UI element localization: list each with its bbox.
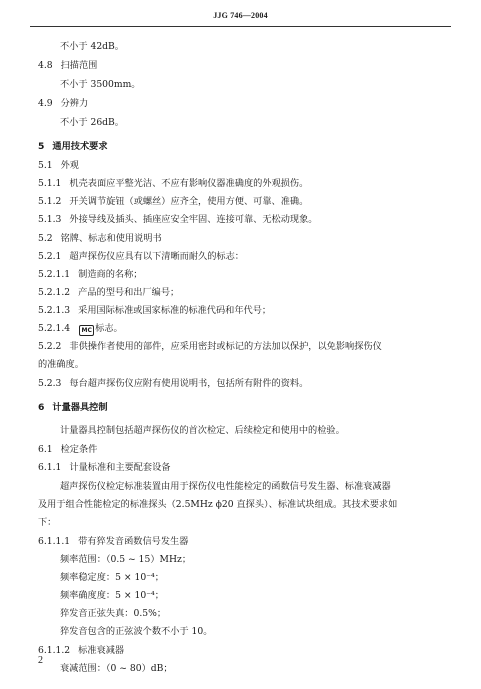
line-text: 频率范围：（0.5 ~ 15）MHz； bbox=[60, 554, 192, 565]
line-text: 外接导线及插头、插座应安全牢固、连接可靠、无松动现象。 bbox=[69, 214, 318, 225]
text-line bbox=[38, 178, 308, 190]
text-line bbox=[60, 425, 345, 437]
section-number: 5.1.3 bbox=[38, 214, 62, 225]
text-line bbox=[60, 79, 140, 91]
text-line bbox=[38, 233, 162, 245]
line-text: 计量标准和主要配套设备 bbox=[69, 462, 171, 473]
text-line bbox=[60, 572, 164, 584]
line-text: 通用技术要求 bbox=[52, 141, 108, 152]
text-line bbox=[38, 196, 308, 208]
text-line bbox=[38, 214, 317, 226]
text-line bbox=[38, 402, 108, 414]
text-line bbox=[38, 645, 124, 657]
text-line bbox=[38, 160, 79, 172]
section-number: 6.1 bbox=[38, 444, 53, 455]
text-line bbox=[38, 287, 179, 299]
text-line bbox=[60, 590, 164, 602]
text-line bbox=[60, 41, 124, 53]
text-line bbox=[38, 141, 108, 153]
text-line bbox=[38, 499, 397, 511]
section-number: 4.9 bbox=[38, 98, 53, 109]
line-text: 标准衰减器 bbox=[78, 645, 125, 656]
line-text: 带有猝发音函数信号发生器 bbox=[78, 536, 189, 547]
section-number: 5.2.1.4 bbox=[38, 323, 71, 334]
section-number: 5 bbox=[38, 141, 45, 152]
line-text: 检定条件 bbox=[60, 444, 98, 455]
section-number: 6.1.1.1 bbox=[38, 536, 71, 547]
section-number: 5.2.1.2 bbox=[38, 287, 71, 298]
line-text: 计量器具控制包括超声探伤仪的首次检定、后续检定和使用中的检验。 bbox=[60, 425, 345, 436]
line-text: 采用国际标准或国家标准的标准代码和年代号； bbox=[78, 305, 272, 316]
text-line bbox=[60, 117, 124, 129]
section-number: 5.1.2 bbox=[38, 196, 62, 207]
line-text: 下： bbox=[38, 517, 57, 528]
line-text: 频率确度度：5 × 10⁻⁴； bbox=[60, 590, 164, 601]
text-line bbox=[60, 663, 173, 675]
section-number: 5.2.2 bbox=[38, 341, 62, 352]
line-text: 不小于 42dB。 bbox=[60, 41, 124, 52]
line-text: 及用于组合性能检定的标准探头（2.5MHz ϕ20 直探头）、标准试块组成。其技术要求如 bbox=[38, 499, 398, 510]
line-text: 产品的型号和出厂编号； bbox=[78, 287, 180, 298]
text-line bbox=[38, 251, 244, 263]
line-text: 开关调节旋钮（或螺丝）应齐全，使用方便、可靠、准确。 bbox=[69, 196, 309, 207]
section-number: 5.2.1.3 bbox=[38, 305, 71, 316]
line-text: 计量器具控制 bbox=[52, 402, 108, 413]
section-number: 5.2.1 bbox=[38, 251, 62, 262]
line-text: 衰减范围：（0 ~ 80）dB； bbox=[60, 663, 173, 674]
page-number: 2 bbox=[38, 655, 43, 666]
section-number: 5.2.1.1 bbox=[38, 269, 71, 280]
section-number: 5.1.1 bbox=[38, 178, 62, 189]
text-line bbox=[38, 517, 56, 529]
text-line bbox=[60, 626, 212, 638]
line-text: 不小于 26dB。 bbox=[60, 117, 124, 128]
text-line bbox=[38, 536, 188, 548]
line-text: 超声探伤仪检定标准装置由用于探伤仪电性能检定的函数信号发生器、标准衰减器 bbox=[60, 481, 391, 492]
text-line bbox=[38, 359, 84, 371]
section-number: 6 bbox=[38, 402, 45, 413]
line-text: 非供操作者使用的部件，应采用密封或标记的方法加以保护，以免影响探伤仪 bbox=[69, 341, 382, 352]
line-text: 猝发音包含的正弦波个数不小于 10。 bbox=[60, 626, 213, 637]
text-line bbox=[60, 554, 191, 566]
mc-mark-icon: MC bbox=[79, 325, 94, 336]
header-rule bbox=[30, 26, 451, 27]
section-number: 5.2.3 bbox=[38, 378, 62, 389]
section-number: 4.8 bbox=[38, 60, 53, 71]
text-line bbox=[38, 60, 97, 72]
text-line bbox=[38, 462, 170, 474]
section-number: 5.1 bbox=[38, 160, 53, 171]
running-header: JJG 746—2004 bbox=[213, 11, 268, 20]
line-text: 铭牌、标志和使用说明书 bbox=[60, 233, 162, 244]
line-text: 频率稳定度：5 × 10⁻⁴； bbox=[60, 572, 164, 583]
text-line bbox=[60, 608, 166, 620]
line-text: 猝发音正弦失真：0.5%； bbox=[60, 608, 167, 619]
text-line bbox=[60, 481, 391, 493]
text-line bbox=[38, 305, 271, 317]
line-text: 超声探伤仪应具有以下清晰而耐久的标志： bbox=[69, 251, 244, 262]
line-text: 制造商的名称； bbox=[78, 269, 143, 280]
text-line bbox=[38, 378, 308, 390]
text-line bbox=[38, 444, 97, 456]
line-text: 外观 bbox=[60, 160, 79, 171]
line-text: 扫描范围 bbox=[60, 60, 98, 71]
text-line bbox=[38, 323, 123, 336]
line-text: 分辨力 bbox=[60, 98, 89, 109]
line-text: 机壳表面应平整光洁、不应有影响仪器准确度的外观损伤。 bbox=[69, 178, 309, 189]
section-number: 6.1.1.2 bbox=[38, 645, 71, 656]
line-text: 不小于 3500mm。 bbox=[60, 79, 141, 90]
line-text: 的准确度。 bbox=[38, 359, 84, 370]
line-text: 每台超声探伤仪应附有使用说明书，包括所有附件的资料。 bbox=[69, 378, 309, 389]
text-line bbox=[38, 269, 142, 281]
section-number: 5.2 bbox=[38, 233, 53, 244]
text-line bbox=[38, 98, 88, 110]
line-text: 标志。 bbox=[95, 323, 123, 334]
section-number: 6.1.1 bbox=[38, 462, 62, 473]
text-line bbox=[38, 341, 382, 353]
